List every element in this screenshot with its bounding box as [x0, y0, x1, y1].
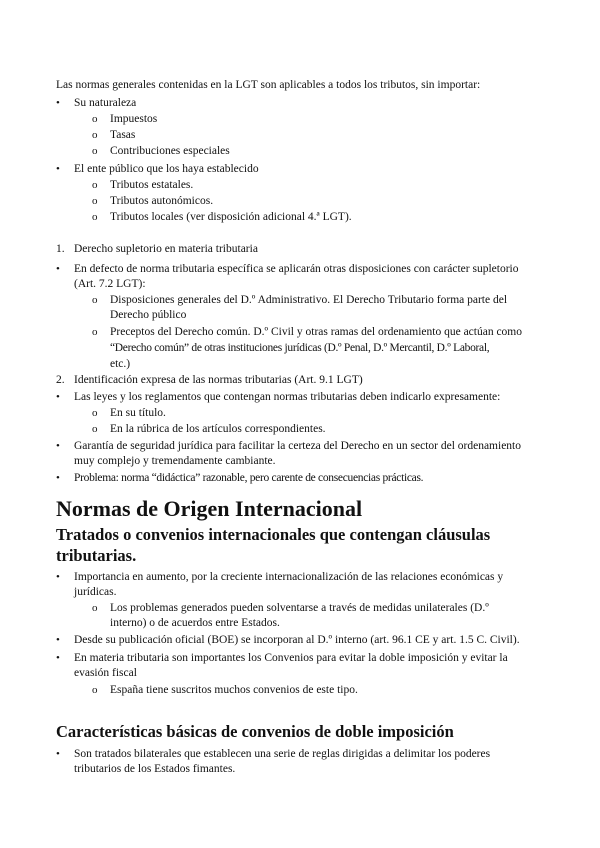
paragraph-line: (Art. 7.2 LGT):: [74, 278, 146, 290]
section-title-derecho-supletorio: Derecho supletorio en materia tributaria: [74, 243, 258, 255]
bullet-marker: •: [56, 472, 60, 484]
sub-bullet-marker: o: [92, 423, 98, 435]
paragraph-line: muy complejo y tremendamente cambiante.: [74, 455, 276, 467]
paragraph-line: Disposiciones generales del D.º Administrativo. El Derecho Tributario forma parte del: [110, 294, 508, 306]
sub-bullet-marker: o: [92, 129, 98, 141]
paragraph-line: Desde su publicación oficial (BOE) se incorporan al D.º interno (art. 96.1 CE y art. 1.5 C. Civil).: [74, 634, 520, 646]
section-number: 2.: [56, 374, 65, 386]
sub-list-item: Impuestos: [110, 113, 158, 125]
heading-normas-origen-internacional: Normas de Origen Internacional: [56, 496, 363, 521]
paragraph-line: etc.): [110, 358, 131, 370]
paragraph-line: Las leyes y los reglamentos que contengan normas tributarias deben indicarlo expresamente:: [74, 391, 501, 403]
sub-bullet-marker: o: [92, 195, 98, 207]
sub-bullet-marker: o: [92, 179, 98, 191]
paragraph-line: “Derecho común” de otras instituciones jurídicas (D.º Penal, D.º Mercantil, D.º Laboral,: [110, 342, 490, 354]
paragraph-line: tributarios de los Estados fimantes.: [74, 763, 236, 775]
sub-list-item: Tributos autonómicos.: [110, 195, 214, 207]
paragraph-line: Importancia en aumento, por la creciente internacionalización de las relaciones económicas y: [74, 571, 504, 583]
sub-list-item: Tasas: [110, 129, 136, 141]
sub-list-item: Contribuciones especiales: [110, 145, 230, 157]
bullet-marker: •: [56, 440, 60, 452]
list-item-ente-publico: El ente público que los haya establecido: [74, 163, 259, 175]
sub-bullet-marker: o: [92, 294, 98, 306]
heading-caracteristicas-convenios: Características básicas de convenios de doble imposición: [56, 722, 454, 741]
paragraph-line: Son tratados bilaterales que establecen una serie de reglas dirigidas a delimitar los poderes: [74, 748, 491, 760]
paragraph-line: evasión fiscal: [74, 667, 137, 679]
sub-list-item: Tributos locales (ver disposición adicional 4.ª LGT).: [110, 211, 352, 223]
sub-list-item: En la rúbrica de los artículos correspondientes.: [110, 423, 326, 435]
bullet-marker: •: [56, 571, 60, 583]
bullet-marker: •: [56, 163, 60, 175]
bullet-marker: •: [56, 748, 60, 760]
sub-bullet-marker: o: [92, 602, 98, 614]
list-item-naturaleza: Su naturaleza: [74, 97, 137, 109]
heading-tratados-line: Tratados o convenios internacionales que contengan cláusulas: [56, 525, 491, 544]
paragraph-line: En materia tributaria son importantes los Convenios para evitar la doble imposición y evitar la: [74, 652, 508, 664]
bullet-marker: •: [56, 391, 60, 403]
sub-bullet-marker: o: [92, 684, 98, 696]
paragraph-line: Derecho público: [110, 309, 187, 321]
sub-list-item: En su título.: [110, 407, 166, 419]
sub-bullet-marker: o: [92, 407, 98, 419]
sub-bullet-marker: o: [92, 145, 98, 157]
paragraph-line: Garantía de seguridad jurídica para facilitar la certeza del Derecho en un sector del ordenamiento: [74, 440, 521, 452]
paragraph-line: Los problemas generados pueden solventarse a través de medidas unilaterales (D.º: [110, 602, 489, 614]
paragraph-line: En defecto de norma tributaria específica se aplicarán otras disposiciones con carácter supletorio: [74, 263, 519, 275]
bullet-marker: •: [56, 263, 60, 275]
sub-bullet-marker: o: [92, 211, 98, 223]
paragraph-line: interno) o de acuerdos entre Estados.: [110, 617, 280, 629]
bullet-marker: •: [56, 634, 60, 646]
paragraph-line: jurídicas.: [74, 586, 117, 598]
sub-list-item: Tributos estatales.: [110, 179, 194, 191]
sub-bullet-marker: o: [92, 113, 98, 125]
bullet-marker: •: [56, 97, 60, 109]
heading-tratados-line: tributarias.: [56, 546, 137, 565]
paragraph-line: Preceptos del Derecho común. D.º Civil y otras ramas del ordenamiento que actúan como: [110, 326, 523, 338]
sub-list-item: España tiene suscritos muchos convenios de este tipo.: [110, 684, 358, 696]
bullet-marker: •: [56, 652, 60, 664]
paragraph-line: Problema: norma “didáctica” razonable, pero carente de consecuencias prácticas.: [74, 472, 424, 484]
intro-paragraph: Las normas generales contenidas en la LGT son aplicables a todos los tributos, sin importar:: [56, 79, 481, 91]
section-title-identificacion: Identificación expresa de las normas tributarias (Art. 9.1 LGT): [74, 374, 363, 386]
sub-bullet-marker: o: [92, 326, 98, 338]
section-number: 1.: [56, 243, 65, 255]
